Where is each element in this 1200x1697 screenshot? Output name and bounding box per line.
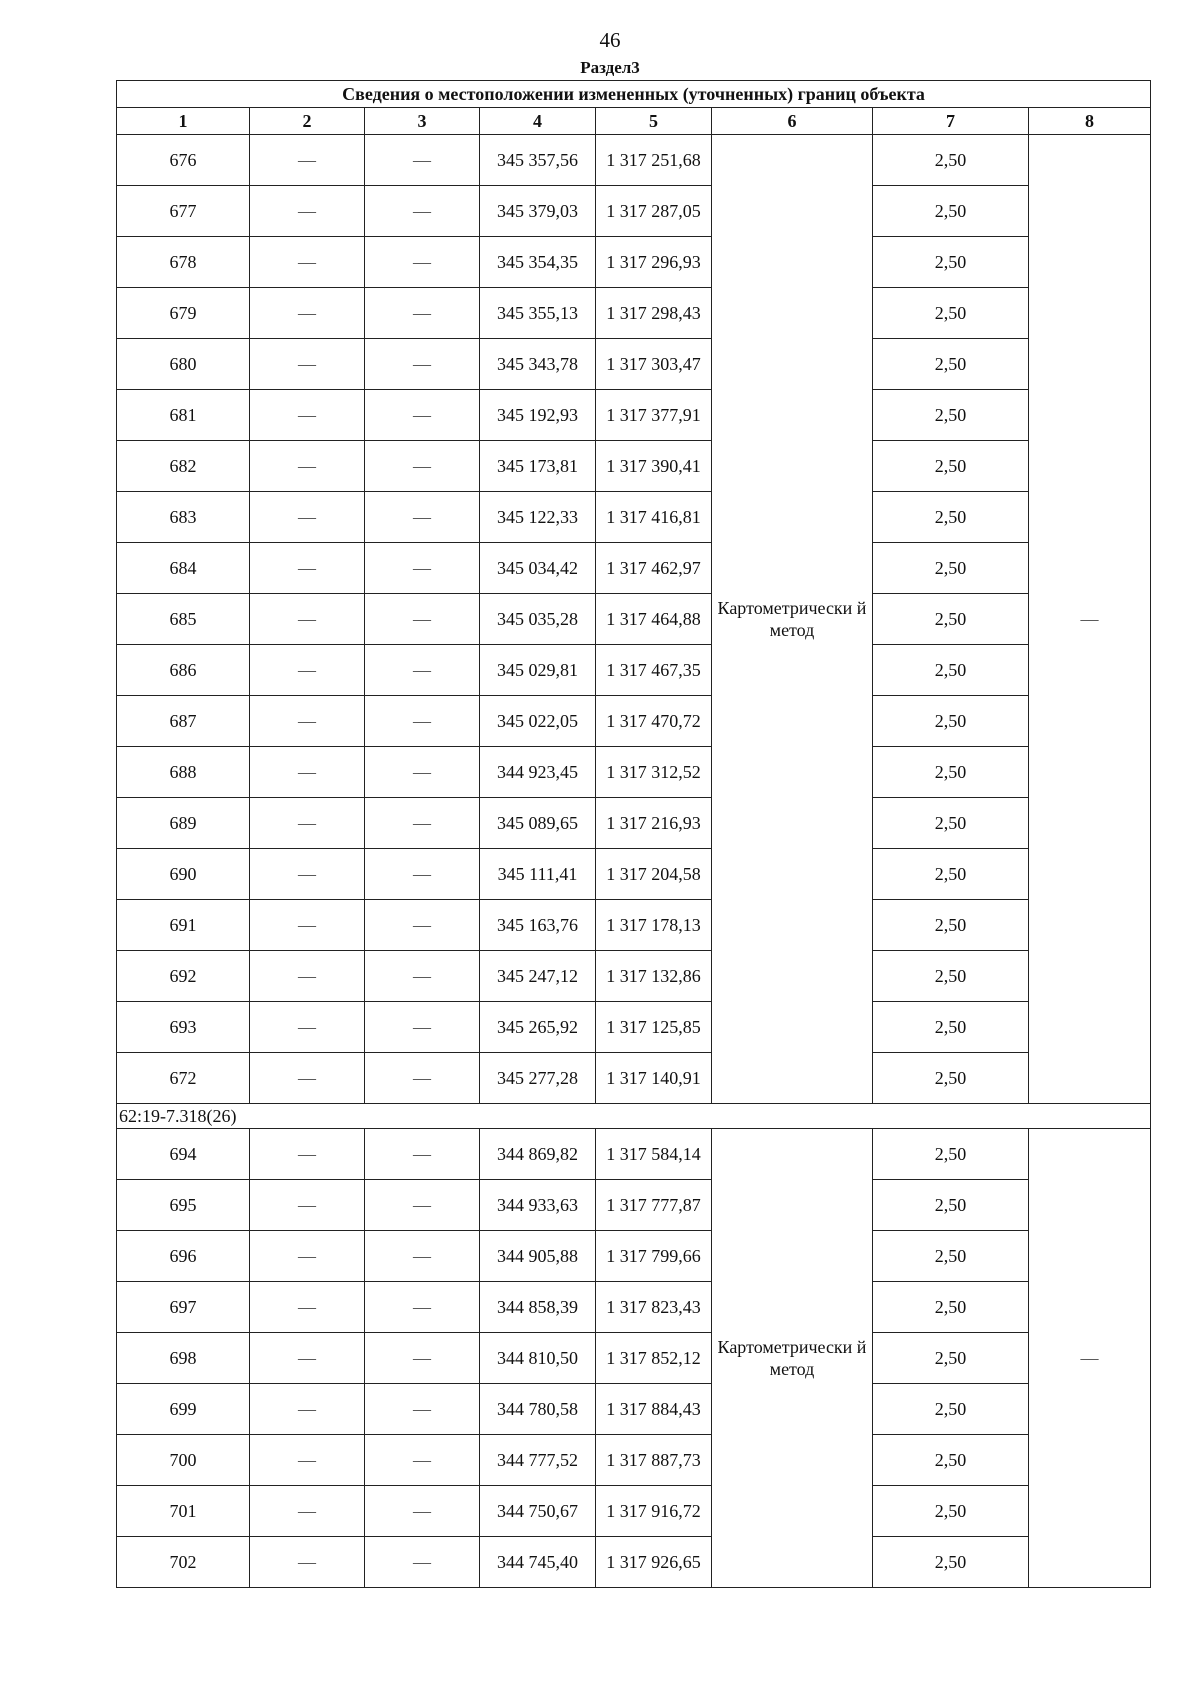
accuracy: 2,50: [873, 849, 1029, 900]
coord-y: 1 317 887,73: [596, 1435, 712, 1486]
column-number: 1: [117, 108, 250, 135]
page-number: 46: [599, 28, 621, 52]
coord-y: 1 317 298,43: [596, 288, 712, 339]
point-number: 681: [117, 390, 250, 441]
point-number: 698: [117, 1333, 250, 1384]
col8-dash: —: [1029, 135, 1151, 1104]
coord-y: 1 317 799,66: [596, 1231, 712, 1282]
accuracy: 2,50: [873, 288, 1029, 339]
old-y-dash: —: [365, 441, 480, 492]
point-number: 684: [117, 543, 250, 594]
old-y-dash: —: [365, 1333, 480, 1384]
coord-y: 1 317 823,43: [596, 1282, 712, 1333]
column-number: 6: [712, 108, 873, 135]
coord-x: 345 029,81: [480, 645, 596, 696]
accuracy: 2,50: [873, 441, 1029, 492]
coord-y: 1 317 296,93: [596, 237, 712, 288]
coord-x: 344 858,39: [480, 1282, 596, 1333]
point-number: 694: [117, 1129, 250, 1180]
group-label-row: [117, 1104, 1151, 1129]
method-cell: Картометрически й метод: [712, 1129, 873, 1588]
old-x-dash: —: [250, 645, 365, 696]
accuracy: 2,50: [873, 135, 1029, 186]
table-row: [117, 849, 1151, 900]
accuracy: 2,50: [873, 594, 1029, 645]
coord-x: 345 354,35: [480, 237, 596, 288]
accuracy: 2,50: [873, 1282, 1029, 1333]
boundary-coordinates-table: [116, 80, 1151, 1588]
old-x-dash: —: [250, 1333, 365, 1384]
point-number: 696: [117, 1231, 250, 1282]
coord-y: 1 317 377,91: [596, 390, 712, 441]
accuracy: 2,50: [873, 1231, 1029, 1282]
accuracy: 2,50: [873, 492, 1029, 543]
old-y-dash: —: [365, 135, 480, 186]
coord-x: 345 089,65: [480, 798, 596, 849]
coord-x: 344 810,50: [480, 1333, 596, 1384]
point-number: 683: [117, 492, 250, 543]
coord-x: 344 869,82: [480, 1129, 596, 1180]
accuracy: 2,50: [873, 1486, 1029, 1537]
old-x-dash: —: [250, 1002, 365, 1053]
old-x-dash: —: [250, 492, 365, 543]
old-x-dash: —: [250, 186, 365, 237]
point-number: 693: [117, 1002, 250, 1053]
point-number: 697: [117, 1282, 250, 1333]
table-row: [117, 900, 1151, 951]
old-y-dash: —: [365, 849, 480, 900]
table-row: [117, 135, 1151, 186]
column-number: 3: [365, 108, 480, 135]
old-x-dash: —: [250, 1537, 365, 1588]
old-x-dash: —: [250, 288, 365, 339]
table-caption: Сведения о местоположении измененных (уточненных) границ объекта: [117, 81, 1151, 108]
table-row: [117, 594, 1151, 645]
coord-y: 1 317 926,65: [596, 1537, 712, 1588]
old-y-dash: —: [365, 1435, 480, 1486]
coord-x: 344 933,63: [480, 1180, 596, 1231]
coord-x: 345 247,12: [480, 951, 596, 1002]
coord-y: 1 317 777,87: [596, 1180, 712, 1231]
old-x-dash: —: [250, 1129, 365, 1180]
old-x-dash: —: [250, 1180, 365, 1231]
old-x-dash: —: [250, 696, 365, 747]
point-number: 701: [117, 1486, 250, 1537]
accuracy: 2,50: [873, 951, 1029, 1002]
coord-x: 344 750,67: [480, 1486, 596, 1537]
old-x-dash: —: [250, 951, 365, 1002]
coord-x: 345 122,33: [480, 492, 596, 543]
coord-y: 1 317 464,88: [596, 594, 712, 645]
old-y-dash: —: [365, 1384, 480, 1435]
coord-x: 344 923,45: [480, 747, 596, 798]
table-row: [117, 1435, 1151, 1486]
accuracy: 2,50: [873, 186, 1029, 237]
table-row: [117, 1053, 1151, 1104]
old-y-dash: —: [365, 492, 480, 543]
accuracy: 2,50: [873, 1537, 1029, 1588]
old-y-dash: —: [365, 747, 480, 798]
old-x-dash: —: [250, 1435, 365, 1486]
method-cell: Картометрически й метод: [712, 135, 873, 1104]
coord-x: 345 173,81: [480, 441, 596, 492]
column-number: 4: [480, 108, 596, 135]
table-row: [117, 1384, 1151, 1435]
coord-y: 1 317 470,72: [596, 696, 712, 747]
table-row: [117, 237, 1151, 288]
column-number: 2: [250, 108, 365, 135]
column-number: 8: [1029, 108, 1151, 135]
table-row: [117, 1333, 1151, 1384]
point-number: 680: [117, 339, 250, 390]
point-number: 679: [117, 288, 250, 339]
old-x-dash: —: [250, 441, 365, 492]
old-x-dash: —: [250, 237, 365, 288]
table-row: [117, 747, 1151, 798]
coord-x: 345 034,42: [480, 543, 596, 594]
old-y-dash: —: [365, 696, 480, 747]
table-row: [117, 1537, 1151, 1588]
old-y-dash: —: [365, 339, 480, 390]
table-row: [117, 696, 1151, 747]
old-x-dash: —: [250, 135, 365, 186]
coord-y: 1 317 287,05: [596, 186, 712, 237]
point-number: 695: [117, 1180, 250, 1231]
table-row: [117, 1129, 1151, 1180]
group-label: 62:19-7.318(26): [117, 1104, 1151, 1129]
point-number: 682: [117, 441, 250, 492]
accuracy: 2,50: [873, 1435, 1029, 1486]
point-number: 686: [117, 645, 250, 696]
coord-y: 1 317 178,13: [596, 900, 712, 951]
point-number: 687: [117, 696, 250, 747]
accuracy: 2,50: [873, 237, 1029, 288]
old-x-dash: —: [250, 1231, 365, 1282]
section-title: Раздел3: [580, 58, 640, 77]
coord-y: 1 317 884,43: [596, 1384, 712, 1435]
old-y-dash: —: [365, 1231, 480, 1282]
coord-x: 345 111,41: [480, 849, 596, 900]
table-row: [117, 1486, 1151, 1537]
old-x-dash: —: [250, 1486, 365, 1537]
coord-x: 345 357,56: [480, 135, 596, 186]
accuracy: 2,50: [873, 390, 1029, 441]
table-row: [117, 645, 1151, 696]
old-y-dash: —: [365, 594, 480, 645]
old-x-dash: —: [250, 747, 365, 798]
point-number: 702: [117, 1537, 250, 1588]
coord-x: 345 035,28: [480, 594, 596, 645]
old-x-dash: —: [250, 900, 365, 951]
point-number: 688: [117, 747, 250, 798]
point-number: 691: [117, 900, 250, 951]
coord-y: 1 317 462,97: [596, 543, 712, 594]
point-number: 689: [117, 798, 250, 849]
point-number: 672: [117, 1053, 250, 1104]
accuracy: 2,50: [873, 1180, 1029, 1231]
accuracy: 2,50: [873, 1002, 1029, 1053]
point-number: 692: [117, 951, 250, 1002]
coord-x: 345 163,76: [480, 900, 596, 951]
accuracy: 2,50: [873, 645, 1029, 696]
old-y-dash: —: [365, 645, 480, 696]
accuracy: 2,50: [873, 1129, 1029, 1180]
old-y-dash: —: [365, 237, 480, 288]
point-number: 677: [117, 186, 250, 237]
point-number: 699: [117, 1384, 250, 1435]
old-x-dash: —: [250, 1282, 365, 1333]
old-y-dash: —: [365, 1486, 480, 1537]
accuracy: 2,50: [873, 747, 1029, 798]
coord-y: 1 317 416,81: [596, 492, 712, 543]
old-x-dash: —: [250, 543, 365, 594]
old-y-dash: —: [365, 1180, 480, 1231]
accuracy: 2,50: [873, 543, 1029, 594]
point-number: 678: [117, 237, 250, 288]
old-y-dash: —: [365, 390, 480, 441]
old-x-dash: —: [250, 390, 365, 441]
coord-y: 1 317 312,52: [596, 747, 712, 798]
table-body: [117, 135, 1151, 1588]
old-x-dash: —: [250, 339, 365, 390]
coord-y: 1 317 216,93: [596, 798, 712, 849]
point-number: 700: [117, 1435, 250, 1486]
old-x-dash: —: [250, 1053, 365, 1104]
old-y-dash: —: [365, 951, 480, 1002]
old-x-dash: —: [250, 594, 365, 645]
coord-x: 344 745,40: [480, 1537, 596, 1588]
table-row: [117, 543, 1151, 594]
old-y-dash: —: [365, 1002, 480, 1053]
table-row: [117, 951, 1151, 1002]
old-y-dash: —: [365, 186, 480, 237]
old-y-dash: —: [365, 1053, 480, 1104]
coord-y: 1 317 132,86: [596, 951, 712, 1002]
old-x-dash: —: [250, 849, 365, 900]
coord-y: 1 317 303,47: [596, 339, 712, 390]
old-x-dash: —: [250, 1384, 365, 1435]
accuracy: 2,50: [873, 339, 1029, 390]
point-number: 685: [117, 594, 250, 645]
table-row: [117, 390, 1151, 441]
accuracy: 2,50: [873, 798, 1029, 849]
old-y-dash: —: [365, 1537, 480, 1588]
coord-y: 1 317 251,68: [596, 135, 712, 186]
coord-x: 345 022,05: [480, 696, 596, 747]
coord-y: 1 317 140,91: [596, 1053, 712, 1104]
old-y-dash: —: [365, 900, 480, 951]
table-row: [117, 288, 1151, 339]
coord-y: 1 317 204,58: [596, 849, 712, 900]
coord-x: 345 343,78: [480, 339, 596, 390]
coord-x: 344 905,88: [480, 1231, 596, 1282]
old-y-dash: —: [365, 543, 480, 594]
col8-dash: —: [1029, 1129, 1151, 1588]
old-y-dash: —: [365, 1129, 480, 1180]
table-row: [117, 1002, 1151, 1053]
coord-x: 345 379,03: [480, 186, 596, 237]
accuracy: 2,50: [873, 1384, 1029, 1435]
table-row: [117, 1180, 1151, 1231]
coord-x: 344 780,58: [480, 1384, 596, 1435]
table-row: [117, 492, 1151, 543]
coord-y: 1 317 852,12: [596, 1333, 712, 1384]
column-number: 5: [596, 108, 712, 135]
coord-y: 1 317 916,72: [596, 1486, 712, 1537]
coord-x: 345 192,93: [480, 390, 596, 441]
table-row: [117, 441, 1151, 492]
accuracy: 2,50: [873, 1333, 1029, 1384]
table-row: [117, 1231, 1151, 1282]
coord-x: 345 277,28: [480, 1053, 596, 1104]
coord-x: 345 355,13: [480, 288, 596, 339]
coord-x: 345 265,92: [480, 1002, 596, 1053]
coord-y: 1 317 390,41: [596, 441, 712, 492]
point-number: 676: [117, 135, 250, 186]
accuracy: 2,50: [873, 1053, 1029, 1104]
coord-y: 1 317 467,35: [596, 645, 712, 696]
accuracy: 2,50: [873, 900, 1029, 951]
accuracy: 2,50: [873, 696, 1029, 747]
column-number: 7: [873, 108, 1029, 135]
table-row: [117, 339, 1151, 390]
point-number: 690: [117, 849, 250, 900]
column-number-row: [117, 108, 1151, 135]
old-y-dash: —: [365, 288, 480, 339]
old-y-dash: —: [365, 1282, 480, 1333]
old-x-dash: —: [250, 798, 365, 849]
coord-y: 1 317 125,85: [596, 1002, 712, 1053]
table-row: [117, 1282, 1151, 1333]
table-row: [117, 186, 1151, 237]
coord-x: 344 777,52: [480, 1435, 596, 1486]
old-y-dash: —: [365, 798, 480, 849]
table-row: [117, 798, 1151, 849]
coord-y: 1 317 584,14: [596, 1129, 712, 1180]
